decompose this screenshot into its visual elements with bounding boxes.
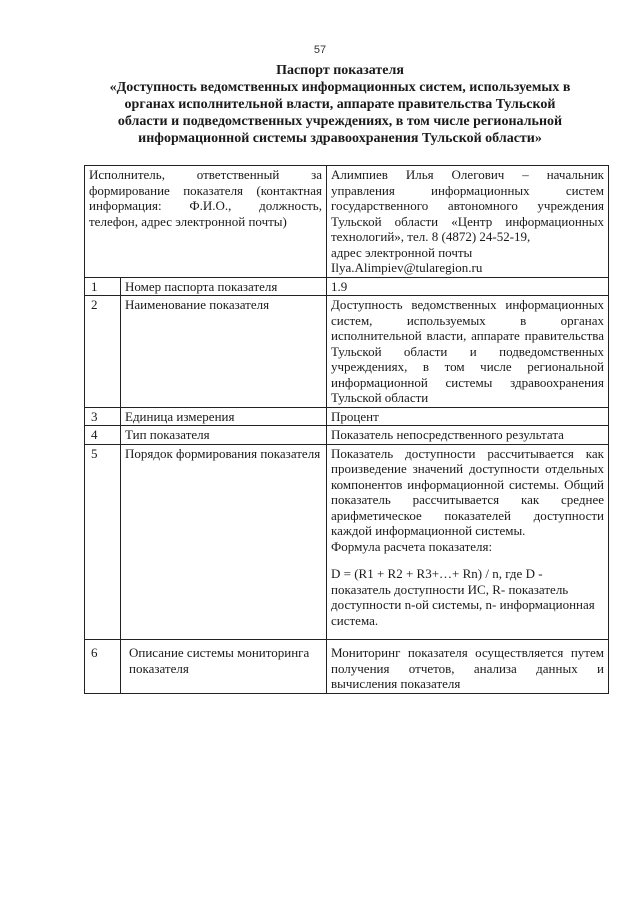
title-line: «Доступность ведомственных информационных систем, используемых в [109, 80, 571, 95]
formula-label: Формула расчета показателя: [331, 538, 493, 554]
row-name: Единица измерения [121, 407, 327, 426]
title-line: Паспорт показателя [276, 63, 404, 78]
document-title [80, 62, 600, 147]
executor-info: Алимпиев Илья Олегович – начальник управления информационных систем государственного автономного учреждения Тульской области «Центр информационных технологий», тел. 8 (4872) 24-52-19, [331, 167, 604, 244]
row-value: Процент [327, 407, 609, 426]
row-value-text: Показатель доступности рассчитывается как произведение значений доступности отдельных компонентов информационной системы. Общий показатель рассчитывается как среднее арифметическое показателей доступности каждой информационной системы. [331, 445, 604, 538]
table-row [85, 426, 609, 445]
table-row [85, 277, 609, 296]
row-number: 1 [85, 277, 121, 296]
row-number: 4 [85, 426, 121, 445]
executor-label: Исполнитель, ответственный за формирование показателя (контактная информация: Ф.И.О., должность, телефон, адрес электронной почты) [85, 166, 327, 278]
passport-table [84, 165, 609, 694]
title-line: информационной системы здравоохранения Тульской области» [138, 131, 542, 146]
row-name: Порядок формирования показателя [121, 444, 327, 640]
table-row [85, 407, 609, 426]
row-number: 6 [85, 640, 121, 694]
table-row [85, 296, 609, 408]
row-value: Доступность ведомственных информационных систем, используемых в органах исполнительной власти, аппарате правительства Тульской области и подведомственных учреждениях, в том числе региональной информационной системы здравоохранения Тульской области [327, 296, 609, 408]
table-row [85, 166, 609, 278]
row-number: 5 [85, 444, 121, 640]
row-value [327, 444, 609, 640]
formula: D = (R1 + R2 + R3+…+ Rn) / n, где D - показатель доступности ИС, R- показатель доступности n-ой системы, n- информационная система. [331, 566, 595, 628]
title-line: органах исполнительной власти, аппарате правительства Тульской [124, 97, 556, 112]
row-name: Номер паспорта показателя [121, 277, 327, 296]
page-number: 57 [313, 44, 327, 56]
row-value: 1.9 [327, 277, 609, 296]
executor-email-label: адрес электронной почты [331, 244, 473, 260]
row-name: Описание системы мониторинга показателя [121, 640, 327, 694]
row-number: 3 [85, 407, 121, 426]
title-line: области и подведомственных учреждениях, в том числе региональной [117, 114, 563, 129]
table-row [85, 640, 609, 694]
executor-value [327, 166, 609, 278]
table-row [85, 444, 609, 640]
row-name: Тип показателя [121, 426, 327, 445]
row-value: Показатель непосредственного результата [327, 426, 609, 445]
row-value: Мониторинг показателя осуществляется путем получения отчетов, анализа данных и вычисления показателя [327, 640, 609, 694]
executor-email: Ilya.Alimpiev@tularegion.ru [331, 260, 483, 275]
spacer [331, 554, 604, 566]
row-name: Наименование показателя [121, 296, 327, 408]
row-number: 2 [85, 296, 121, 408]
